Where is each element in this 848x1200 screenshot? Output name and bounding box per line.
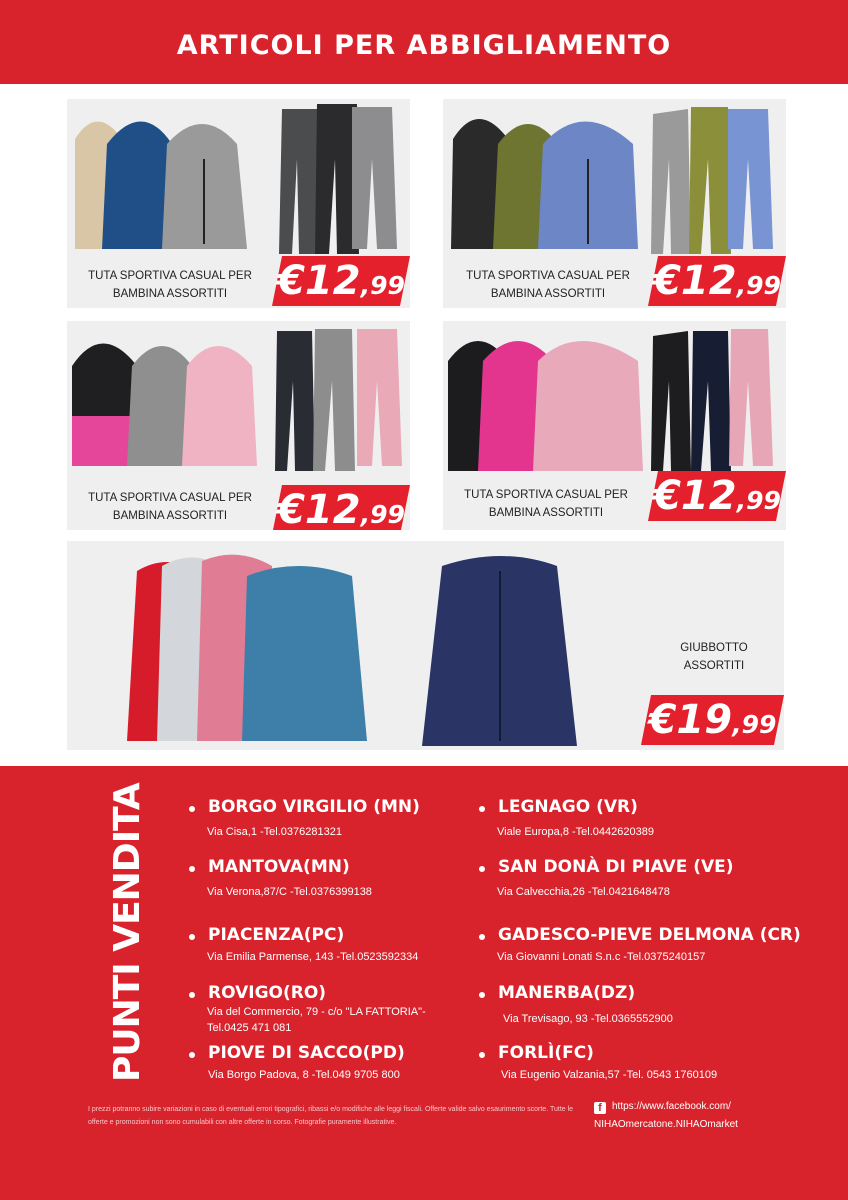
price-tag xyxy=(648,256,786,306)
store-address: Via Borgo Padova, 8 -Tel.049 9705 800 xyxy=(208,1069,400,1081)
store-name: BORGO VIRGILIO (MN) xyxy=(208,797,420,817)
tracksuit-image xyxy=(443,321,786,481)
tracksuit-image xyxy=(67,99,410,259)
product-description: TUTA SPORTIVA CASUAL PER BAMBINA ASSORTITI xyxy=(466,270,630,300)
facebook-url[interactable]: https://www.facebook.com/ xyxy=(612,1101,731,1112)
price-main: €12 xyxy=(653,473,737,519)
store-name: PIOVE DI SACCO(PD) xyxy=(208,1043,405,1063)
product-card-3[interactable] xyxy=(67,321,410,530)
product-card-5[interactable] xyxy=(67,541,784,750)
product-card-4[interactable] xyxy=(443,321,786,530)
store-name: SAN DONÀ DI PIAVE (VE) xyxy=(498,857,734,877)
facebook-handle[interactable]: NIHAOmercatone.NIHAOmarket xyxy=(594,1119,738,1130)
price-main: €12 xyxy=(277,258,361,304)
store-name: MANERBA(DZ) xyxy=(498,983,636,1003)
store-address: Via Verona,87/C -Tel.0376399138 xyxy=(207,886,372,898)
store-address: Via Giovanni Lonati S.n.c -Tel.0375240157 xyxy=(497,951,706,963)
price-cents: ,99 xyxy=(736,486,781,515)
store-address: Via del Commercio, 79 - c/o "LA FATTORIA"- xyxy=(207,1006,426,1018)
store-address: Via Trevisago, 93 -Tel.0365552900 xyxy=(503,1013,673,1025)
product-description: TUTA SPORTIVA CASUAL PER BAMBINA ASSORTITI xyxy=(464,489,628,519)
store-phone: Tel.0425 471 081 xyxy=(207,1022,292,1034)
price-cents: ,99 xyxy=(732,710,777,739)
store-name: PIACENZA(PC) xyxy=(208,925,345,945)
price-main: €12 xyxy=(277,487,361,530)
stores-title: PUNTI VENDITA xyxy=(107,783,148,1082)
facebook-icon: f xyxy=(594,1102,606,1114)
store-address: Viale Europa,8 -Tel.0442620389 xyxy=(497,826,654,838)
price-main: €12 xyxy=(653,258,737,304)
header-banner xyxy=(0,0,848,84)
tracksuit-image xyxy=(443,99,786,259)
price-tag xyxy=(272,256,410,306)
store-name: LEGNAGO (VR) xyxy=(498,797,638,817)
price-cents: ,99 xyxy=(360,500,405,529)
product-description: TUTA SPORTIVA CASUAL PER BAMBINA ASSORTITI xyxy=(88,270,252,300)
store-address: Via Calvecchia,26 -Tel.0421648478 xyxy=(497,886,670,898)
product-card-2[interactable] xyxy=(443,99,786,308)
price-cents: ,99 xyxy=(360,271,405,300)
price-main: €19 xyxy=(648,697,733,743)
tracksuit-image xyxy=(67,321,410,481)
product-card-1[interactable] xyxy=(67,99,410,308)
facebook-link[interactable] xyxy=(594,1098,738,1134)
store-address: Via Cisa,1 -Tel.0376281321 xyxy=(207,826,342,838)
store-name: MANTOVA(MN) xyxy=(208,857,350,877)
price-tag xyxy=(648,471,786,521)
page-title: ARTICOLI PER ABBIGLIAMENTO xyxy=(176,30,672,61)
store-address: Via Emilia Parmense, 143 -Tel.0523592334 xyxy=(207,951,419,963)
price-tag xyxy=(641,695,784,745)
store-name: GADESCO-PIEVE DELMONA (CR) xyxy=(498,925,801,945)
price-tag xyxy=(272,485,410,530)
store-name: ROVIGO(RO) xyxy=(208,983,327,1003)
disclaimer-text: I prezzi potranno subire variazioni in caso di eventuali errori tipografici, ribassi e/o modifiche alle leggi fiscali. Offerte valide salvo esaurimento scorte. Tutte le offerte e promozioni non sono cumulabili con altre offerte in corso. Fotografie puramente illustrative. xyxy=(88,1106,574,1126)
store-address: Via Eugenio Valzania,57 -Tel. 0543 1760109 xyxy=(501,1069,718,1081)
product-description: GIUBBOTTO ASSORTITI xyxy=(680,642,748,672)
product-description: TUTA SPORTIVA CASUAL PER BAMBINA ASSORTITI xyxy=(88,492,252,522)
price-cents: ,99 xyxy=(736,271,781,300)
store-name: FORLÌ(FC) xyxy=(498,1043,594,1063)
